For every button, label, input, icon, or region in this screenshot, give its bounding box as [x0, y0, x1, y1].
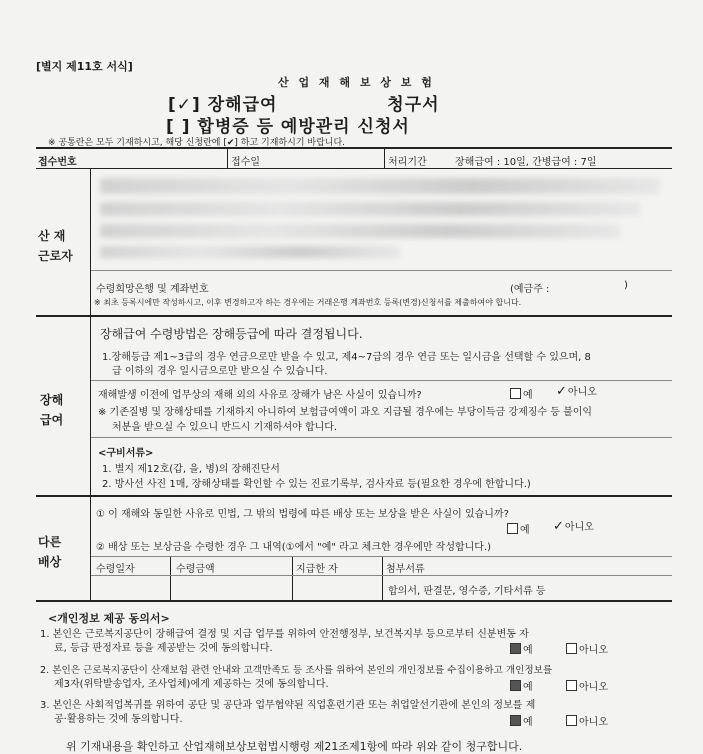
redacted-field	[100, 178, 660, 194]
divider	[382, 557, 383, 601]
processing-period-label: 처리기간	[388, 157, 427, 168]
other-no[interactable]	[553, 518, 594, 533]
redacted-field	[100, 246, 400, 258]
divider	[227, 148, 228, 168]
account-holder-label: (예금주 :	[510, 284, 550, 295]
divider	[91, 437, 672, 438]
divider	[91, 575, 672, 576]
redacted-field	[100, 224, 620, 238]
consent-item-3-line1: 3. 본인은 사회적업복귀를 위하여 공단 및 공단과 업무협약된 직업훈련기관 또는 취업알선기관에 본인의 정보를 제	[40, 700, 536, 711]
other-label-line2: 배상	[38, 555, 62, 569]
processing-period-value: 장해급여 : 10일, 간병급여 : 7일	[455, 157, 597, 168]
prior-disability-yes[interactable]	[510, 386, 533, 401]
consent-item-1-line1: 1. 본인은 근로복지공단이 장해급여 결정 및 지급 업무를 위하여 안전행정부, 보건복지부 등으로부터 신분변동 자	[40, 629, 529, 640]
table-top-border	[36, 147, 672, 149]
checkbox-icon	[566, 680, 577, 691]
benefit-label-line2: 급여	[40, 413, 64, 427]
redacted-field	[100, 202, 640, 216]
col-payer: 지급한 자	[296, 564, 338, 575]
checked-box-icon	[510, 715, 521, 726]
consent-2-no[interactable]	[566, 680, 608, 695]
consent-item-3-line2: 공·활용하는 것에 동의합니다.	[54, 714, 183, 725]
other-question-2: ② 배상 또는 보상금을 수령한 경우 그 내역(①에서 "예" 라고 체크한 경우에만 작성합니다.)	[96, 542, 492, 553]
title-complication: 합병증 등 예방관리 신청서	[197, 117, 410, 137]
worker-label-line1: 산 재	[38, 229, 66, 243]
no-label: 아니오	[579, 717, 608, 728]
consent-item-2-line2: 제3자(위탁발송업자, 조사업체)에게 제공하는 것에 동의합니다.	[54, 679, 329, 690]
no-label: 아니오	[579, 682, 608, 693]
other-compensation-label	[38, 532, 61, 572]
checked-box-icon	[510, 680, 521, 691]
other-label-line1: 다른	[38, 535, 62, 549]
title-claim: 청구서	[387, 95, 440, 115]
divider	[170, 557, 171, 601]
required-docs-title: <구비서류>	[98, 448, 154, 459]
divider	[36, 315, 672, 317]
checkbox-icon	[507, 523, 518, 534]
worker-label-line2: 근로자	[38, 249, 73, 263]
payment-method-text: 장해급여 수령방법은 장해등급에 따라 결정됩니다.	[100, 327, 363, 341]
declaration-footer: 위 기재내용을 확인하고 산업재해보상보험법시행령 제21조제1항에 따라 위와 같이 청구합니다.	[66, 740, 523, 753]
warning-line2: 처분을 받으실 수 있으니 반드시 기재하셔야 합니다.	[112, 422, 338, 433]
fill-instruction: ※ 공통란은 모두 기재하시고, 해당 신청란에 [✔] 하고 기재하시기 바랍니다.	[48, 138, 346, 148]
required-doc-1: 1. 별지 제12호(갑, 을, 병)의 장해진단서	[102, 464, 280, 475]
no-label: 아니오	[579, 645, 608, 656]
prior-disability-no[interactable]	[556, 383, 597, 398]
col-attachments: 첨부서류	[386, 564, 425, 575]
account-holder-close: )	[624, 280, 628, 291]
checkbox-icon	[510, 388, 521, 399]
no-label: 아니오	[564, 522, 594, 533]
yes-label: 예	[523, 645, 533, 656]
other-yes[interactable]	[507, 521, 530, 536]
col-amount: 수령금액	[176, 564, 215, 575]
benefit-label	[40, 390, 63, 430]
form-reference: [별지 제11호 서식]	[36, 60, 133, 73]
check-mark-icon: ✓	[556, 384, 567, 399]
no-label: 아니오	[567, 387, 597, 398]
consent-item-1-line2: 료, 등급 판정자료 등을 제공받는 것에 동의합니다.	[54, 643, 273, 654]
receipt-date-label: 접수일	[231, 157, 260, 168]
disability-checkbox[interactable]: [✓]	[168, 95, 201, 115]
divider	[292, 557, 293, 601]
checkbox-icon	[566, 643, 577, 654]
consent-item-2-line1: 2. 본인은 근로복지공단이 산재보험 관련 안내와 고객만족도 등 조사를 위하여 본인의 개인정보를 수집이용하고 개인정보를	[40, 665, 553, 676]
receipt-number-label: 접수번호	[38, 157, 77, 168]
required-doc-2: 2. 방사선 사진 1매, 장해상태를 확인할 수 있는 진료기록부, 검사자료 등(필요한 경우에 한합니다.)	[102, 479, 531, 490]
yes-label: 예	[523, 682, 533, 693]
divider	[36, 168, 672, 169]
col-receipt-date: 수령일자	[96, 564, 135, 575]
divider	[90, 169, 91, 315]
divider	[90, 497, 91, 601]
divider	[384, 148, 385, 168]
consent-2-yes[interactable]	[510, 680, 533, 695]
grade-rule-line1: 1.장해등급 제1~3급의 경우 연금으로만 받을 수 있고, 제4~7급의 경우 연금 또는 일시금을 선택할 수 있으며, 8	[102, 352, 591, 363]
yes-label: 예	[523, 717, 533, 728]
yes-label: 예	[520, 525, 530, 536]
consent-3-no[interactable]	[566, 715, 608, 730]
title-line-2	[166, 112, 410, 137]
worker-label	[38, 226, 73, 266]
consent-1-no[interactable]	[566, 643, 608, 658]
grade-rule-line2: 급 이하의 경우 일시금으로만 받으실 수 있습니다.	[112, 366, 328, 377]
prior-disability-question: 재해발생 이전에 업무상의 재해 외의 사유로 장해가 남은 사실이 있습니까?	[98, 390, 422, 401]
complication-checkbox[interactable]: [ ]	[166, 117, 191, 137]
consent-3-yes[interactable]	[510, 715, 533, 730]
consent-1-yes[interactable]	[510, 643, 533, 658]
warning-line1: ※ 기존질병 및 장해상태를 기재하지 아니하여 보험급여액이 과오 지급될 경우에는 부당이득금 강제징수 등 불이익	[98, 407, 593, 418]
yes-label: 예	[523, 390, 533, 401]
check-mark-icon: ✓	[553, 519, 564, 534]
divider	[36, 600, 672, 602]
checkbox-icon	[566, 715, 577, 726]
other-question-1: ① 이 재해와 동일한 사유로 민법, 그 밖의 법령에 따른 배상 또는 보상을 받은 사실이 있습니까?	[96, 509, 509, 520]
divider	[91, 380, 672, 381]
bank-note: ※ 최초 등록시에만 작성하시고, 이후 변경하고자 하는 경우에는 거래은행 계좌번호 등록(변경)신청서를 제출하여야 합니다.	[94, 298, 522, 307]
benefit-label-line1: 장해	[40, 393, 64, 407]
attachments-value: 합의서, 판결문, 영수증, 기타서류 등	[388, 586, 546, 597]
form-subtitle: 산 업 재 해 보 상 보 험	[278, 76, 435, 89]
divider	[36, 495, 672, 497]
consent-title: <개인정보 제공 동의서>	[48, 612, 170, 625]
divider	[90, 317, 91, 495]
divider	[91, 270, 672, 271]
title-disability: 장해급여	[207, 95, 278, 115]
checked-box-icon	[510, 643, 521, 654]
bank-account-label: 수령희망은행 및 계좌번호	[96, 284, 209, 295]
